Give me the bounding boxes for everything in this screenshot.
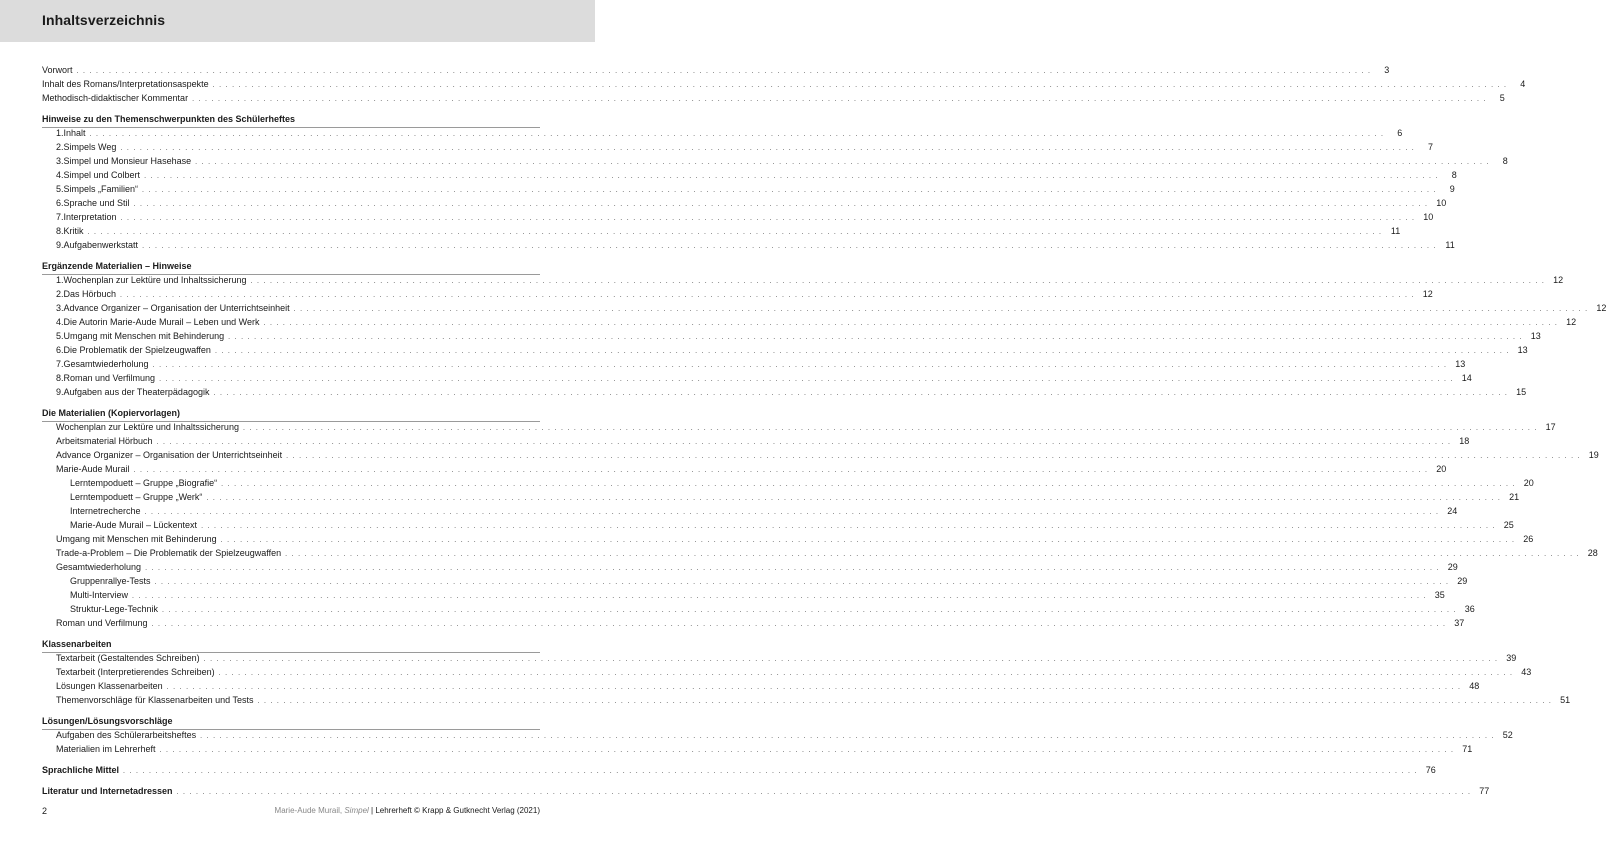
toc-entry-number: 9. xyxy=(56,240,64,250)
toc-entry-page: 5 xyxy=(1499,93,1505,103)
toc-leader-dots: . . . . . . . . . . . . . . . . . . . . . . . . . . . . . . . . . . . . . . . . . . . . . . . . . . . . . . . . . . . . . . . . . . . . . . . . . . . . . . . . . . . . . . . . . . . . . . . . . . . . . . . . . . . . . . . . . . . . . . . . . . . . . . . . . . . . . . . . . . . . . . . . . . . . . . . . . . . . . . . . . . . . . . . . . . . . . . . . . . . . . . . . . . . . . . . . . . . . . . . . xyxy=(120,292,1415,299)
toc-leader-dots: . . . . . . . . . . . . . . . . . . . . . . . . . . . . . . . . . . . . . . . . . . . . . . . . . . . . . . . . . . . . . . . . . . . . . . . . . . . . . . . . . . . . . . . . . . . . . . . . . . . . . . . . . . . . . . . . . . . . . . . . . . . . . . . . . . . . . . . . . . . . . . . . . . . . . . . . . . . . . . . . . . . . . . . . . . . . . . . . . . . . . . . . . . . . . . . . . . . . . . . . xyxy=(257,698,1553,705)
toc-entry-page: 6 xyxy=(1397,128,1403,138)
toc-entry-title: Sprache und Stil xyxy=(63,198,130,208)
toc-entry[interactable] xyxy=(42,91,1505,105)
toc-entry-page: 28 xyxy=(1587,548,1598,558)
toc-entry-title: Marie-Aude Murail xyxy=(56,464,130,474)
toc-entry-number: 7. xyxy=(56,359,64,369)
toc-entry[interactable] xyxy=(42,476,1534,490)
toc-entry-page: 35 xyxy=(1434,590,1445,600)
toc-entry-title: Die Autorin Marie-Aude Murail – Leben und Werk xyxy=(63,317,260,327)
toc-entry-page: 20 xyxy=(1436,464,1447,474)
toc-entry-page: 12 xyxy=(1422,289,1433,299)
toc-entry-number: 7. xyxy=(56,212,64,222)
toc-entry[interactable] xyxy=(42,238,1455,252)
toc-leader-dots: . . . . . . . . . . . . . . . . . . . . . . . . . . . . . . . . . . . . . . . . . . . . . . . . . . . . . . . . . . . . . . . . . . . . . . . . . . . . . . . . . . . . . . . . . . . . . . . . . . . . . . . . . . . . . . . . . . . . . . . . . . . . . . . . . . . . . . . . . . . . . . . . . . . . . . . . . . . . . . . . . . . . . . . . . . . . . . . . . . . . . . . . . . . . . . . . . . . . . . . . xyxy=(142,187,1437,194)
toc-entry[interactable] xyxy=(42,196,1447,210)
toc-entry[interactable] xyxy=(42,693,1571,707)
toc-leader-dots: . . . . . . . . . . . . . . . . . . . . . . . . . . . . . . . . . . . . . . . . . . . . . . . . . . . . . . . . . . . . . . . . . . . . . . . . . . . . . . . . . . . . . . . . . . . . . . . . . . . . . . . . . . . . . . . . . . . . . . . . . . . . . . . . . . . . . . . . . . . . . . . . . . . . . . . . . . . . . . . . . . . . . . . . . . . . . . . . . . . . . . . . . . . . . . . . . . . . . . . . xyxy=(242,425,1538,432)
toc-leader-dots: . . . . . . . . . . . . . . . . . . . . . . . . . . . . . . . . . . . . . . . . . . . . . . . . . . . . . . . . . . . . . . . . . . . . . . . . . . . . . . . . . . . . . . . . . . . . . . . . . . . . . . . . . . . . . . . . . . . . . . . . . . . . . . . . . . . . . . . . . . . . . . . . . . . . . . . . . . . . . . . . . . . . . . . . . . . . . . . . . . . . . . . . . . . . . . . . . . . . . . . . xyxy=(201,523,1496,530)
toc-entry-page: 15 xyxy=(1516,387,1527,397)
toc-leader-dots: . . . . . . . . . . . . . . . . . . . . . . . . . . . . . . . . . . . . . . . . . . . . . . . . . . . . . . . . . . . . . . . . . . . . . . . . . . . . . . . . . . . . . . . . . . . . . . . . . . . . . . . . . . . . . . . . . . . . . . . . . . . . . . . . . . . . . . . . . . . . . . . . . . . . . . . . . . . . . . . . . . . . . . . . . . . . . . . . . . . . . . . . . . . . . . . . . . . . . . . . xyxy=(159,376,1454,383)
toc-entry[interactable] xyxy=(42,154,1508,168)
toc-entry[interactable] xyxy=(42,301,1606,315)
toc-section-heading: Klassenarbeiten xyxy=(42,637,540,651)
toc-entry-page: 39 xyxy=(1506,653,1517,663)
page-title: Inhaltsverzeichnis xyxy=(42,12,166,28)
toc-entry-title: Inhalt xyxy=(63,128,86,138)
toc-leader-dots: . . . . . . . . . . . . . . . . . . . . . . . . . . . . . . . . . . . . . . . . . . . . . . . . . . . . . . . . . . . . . . . . . . . . . . . . . . . . . . . . . . . . . . . . . . . . . . . . . . . . . . . . . . . . . . . . . . . . . . . . . . . . . . . . . . . . . . . . . . . . . . . . . . . . . . . . . . . . . . . . . . . . . . . . . . . . . . . . . . . . . . . . . . . . . . . . . . . . . . . . xyxy=(250,278,1546,285)
toc-entry[interactable] xyxy=(42,287,1433,301)
toc-entry-number: 3. xyxy=(56,303,64,313)
toc-entry[interactable] xyxy=(42,343,1528,357)
toc-leader-dots: . . . . . . . . . . . . . . . . . . . . . . . . . . . . . . . . . . . . . . . . . . . . . . . . . . . . . . . . . . . . . . . . . . . . . . . . . . . . . . . . . . . . . . . . . . . . . . . . . . . . . . . . . . . . . . . . . . . . . . . . . . . . . . . . . . . . . . . . . . . . . . . . . . . . . . . . . . . . . . . . . . . . . . . . . . . . . . . . . . . . . . . . . . . . . . . . . . . . . . . . xyxy=(200,733,1495,740)
toc-entry-title: Literatur und Internetadressen xyxy=(42,786,173,796)
toc-leader-dots: . . . . . . . . . . . . . . . . . . . . . . . . . . . . . . . . . . . . . . . . . . . . . . . . . . . . . . . . . . . . . . . . . . . . . . . . . . . . . . . . . . . . . . . . . . . . . . . . . . . . . . . . . . . . . . . . . . . . . . . . . . . . . . . . . . . . . . . . . . . . . . . . . . . . . . . . . . . . . . . . . . . . . . . . . . . . . . . . . . . . . . . . . . . . . . . . . . . . . . . . xyxy=(144,509,1440,516)
toc-entry-page: 26 xyxy=(1523,534,1534,544)
table-of-contents xyxy=(42,63,1606,798)
toc-leader-dots: . . . . . . . . . . . . . . . . . . . . . . . . . . . . . . . . . . . . . . . . . . . . . . . . . . . . . . . . . . . . . . . . . . . . . . . . . . . . . . . . . . . . . . . . . . . . . . . . . . . . . . . . . . . . . . . . . . . . . . . . . . . . . . . . . . . . . . . . . . . . . . . . . . . . . . . . . . . . . . . . . . . . . . . . . . . . . . . . . . . . . . . . . . . . . . . . . . . . . . . . xyxy=(120,215,1416,222)
toc-section-heading: Lösungen/Lösungsvorschläge xyxy=(42,714,540,728)
toc-entry-title: Gesamtwiederholung xyxy=(63,359,149,369)
toc-entry-page: 17 xyxy=(1545,422,1556,432)
toc-entry-page: 4 xyxy=(1520,79,1526,89)
toc-entry-page: 48 xyxy=(1469,681,1480,691)
toc-entry[interactable] xyxy=(42,574,1468,588)
toc-entry-page: 12 xyxy=(1566,317,1577,327)
footer-work: Simpel xyxy=(344,806,369,815)
toc-section-heading: Hinweise zu den Themenschwerpunkten des Schülerheftes xyxy=(42,112,540,126)
toc-entry[interactable] xyxy=(42,462,1447,476)
toc-entry-page: 77 xyxy=(1479,786,1490,796)
toc-entry-page: 13 xyxy=(1517,345,1528,355)
toc-entry-page: 76 xyxy=(1425,765,1436,775)
toc-entry-number: 4. xyxy=(56,170,64,180)
toc-entry-page: 13 xyxy=(1530,331,1541,341)
toc-entry[interactable] xyxy=(42,742,1473,756)
toc-entry[interactable] xyxy=(42,784,1490,798)
toc-entry-number: 1. xyxy=(56,128,64,138)
toc-entry-title: Multi-Interview xyxy=(70,590,129,600)
toc-entry-title: Marie-Aude Murail – Lückentext xyxy=(70,520,198,530)
toc-entry[interactable] xyxy=(42,588,1445,602)
page-header xyxy=(0,0,595,42)
footer-credit xyxy=(275,806,540,815)
toc-entry[interactable] xyxy=(42,616,1465,630)
toc-entry[interactable] xyxy=(42,371,1472,385)
toc-entry[interactable] xyxy=(42,357,1466,371)
footer-publisher: | Lehrerheft © Krapp & Gutknecht Verlag (2021) xyxy=(371,806,540,815)
toc-leader-dots: . . . . . . . . . . . . . . . . . . . . . . . . . . . . . . . . . . . . . . . . . . . . . . . . . . . . . . . . . . . . . . . . . . . . . . . . . . . . . . . . . . . . . . . . . . . . . . . . . . . . . . . . . . . . . . . . . . . . . . . . . . . . . . . . . . . . . . . . . . . . . . . . . . . . . . . . . . . . . . . . . . . . . . . . . . . . . . . . . . . . . . . . . . . . . . . . . . . . . . . . xyxy=(142,243,1437,250)
toc-entry-page: 71 xyxy=(1462,744,1473,754)
toc-entry[interactable] xyxy=(42,126,1403,140)
toc-entry-page: 43 xyxy=(1521,667,1532,677)
toc-entry[interactable] xyxy=(42,651,1517,665)
toc-leader-dots: . . . . . . . . . . . . . . . . . . . . . . . . . . . . . . . . . . . . . . . . . . . . . . . . . . . . . . . . . . . . . . . . . . . . . . . . . . . . . . . . . . . . . . . . . . . . . . . . . . . . . . . . . . . . . . . . . . . . . . . . . . . . . . . . . . . . . . . . . . . . . . . . . . . . . . . . . . . . . . . . . . . . . . . . . . . . . . . . . . . . . . . . . . . . . . . . . . . . . . . . xyxy=(87,229,1383,236)
toc-entry-title: Inhalt des Romans/Interpretationsaspekte xyxy=(42,79,209,89)
toc-leader-dots: . . . . . . . . . . . . . . . . . . . . . . . . . . . . . . . . . . . . . . . . . . . . . . . . . . . . . . . . . . . . . . . . . . . . . . . . . . . . . . . . . . . . . . . . . . . . . . . . . . . . . . . . . . . . . . . . . . . . . . . . . . . . . . . . . . . . . . . . . . . . . . . . . . . . . . . . . . . . . . . . . . . . . . . . . . . . . . . . . . . . . . . . . . . . . . . . . . . . . . . . xyxy=(221,481,1516,488)
toc-entry-number: 4. xyxy=(56,317,64,327)
toc-entry-number: 3. xyxy=(56,156,64,166)
toc-entry[interactable] xyxy=(42,665,1532,679)
toc-section-heading: Die Materialien (Kopiervorlagen) xyxy=(42,406,540,420)
toc-entry[interactable] xyxy=(42,546,1598,560)
footer-author: Marie-Aude Murail, xyxy=(274,806,343,815)
toc-entry-page: 36 xyxy=(1464,604,1475,614)
toc-leader-dots: . . . . . . . . . . . . . . . . . . . . . . . . . . . . . . . . . . . . . . . . . . . . . . . . . . . . . . . . . . . . . . . . . . . . . . . . . . . . . . . . . . . . . . . . . . . . . . . . . . . . . . . . . . . . . . . . . . . . . . . . . . . . . . . . . . . . . . . . . . . . . . . . . . . . . . . . . . . . . . . . . . . . . . . . . . . . . . . . . . . . . . . . . . . . . . . . . . . . . . . . xyxy=(76,68,1372,75)
toc-entry-title: Aufgaben aus der Theaterpädagogik xyxy=(63,387,210,397)
toc-leader-dots: . . . . . . . . . . . . . . . . . . . . . . . . . . . . . . . . . . . . . . . . . . . . . . . . . . . . . . . . . . . . . . . . . . . . . . . . . . . . . . . . . . . . . . . . . . . . . . . . . . . . . . . . . . . . . . . . . . . . . . . . . . . . . . . . . . . . . . . . . . . . . . . . . . . . . . . . . . . . . . . . . . . . . . . . . . . . . . . . . . . . . . . . . . . . . . . . . . . . . . . . xyxy=(152,362,1448,369)
toc-entry[interactable] xyxy=(42,224,1401,238)
toc-entry-page: 18 xyxy=(1459,436,1470,446)
toc-leader-dots: . . . . . . . . . . . . . . . . . . . . . . . . . . . . . . . . . . . . . . . . . . . . . . . . . . . . . . . . . . . . . . . . . . . . . . . . . . . . . . . . . . . . . . . . . . . . . . . . . . . . . . . . . . . . . . . . . . . . . . . . . . . . . . . . . . . . . . . . . . . . . . . . . . . . . . . . . . . . . . . . . . . . . . . . . . . . . . . . . . . . . . . . . . . . . . . . . . . . . . . . xyxy=(218,670,1514,677)
toc-entry-page: 29 xyxy=(1457,576,1468,586)
toc-entry-page: 8 xyxy=(1451,170,1457,180)
toc-entry-number: 9. xyxy=(56,387,64,397)
toc-entry-title: Interpretation xyxy=(63,212,117,222)
toc-entry-page: 10 xyxy=(1436,198,1447,208)
toc-entry-title: Kritik xyxy=(63,226,84,236)
toc-entry-page: 25 xyxy=(1503,520,1514,530)
toc-entry[interactable] xyxy=(42,679,1480,693)
toc-entry-page: 19 xyxy=(1588,450,1599,460)
toc-leader-dots: . . . . . . . . . . . . . . . . . . . . . . . . . . . . . . . . . . . . . . . . . . . . . . . . . . . . . . . . . . . . . . . . . . . . . . . . . . . . . . . . . . . . . . . . . . . . . . . . . . . . . . . . . . . . . . . . . . . . . . . . . . . . . . . . . . . . . . . . . . . . . . . . . . . . . . . . . . . . . . . . . . . . . . . . . . . . . . . . . . . . . . . . . . . . . . . . . . . . . . . . xyxy=(212,82,1508,89)
toc-entry[interactable] xyxy=(42,518,1514,532)
toc-entry[interactable] xyxy=(42,490,1520,504)
toc-entry-title: Materialien im Lehrerheft xyxy=(56,744,156,754)
toc-entry[interactable] xyxy=(42,77,1526,91)
toc-entry-page: 9 xyxy=(1449,184,1455,194)
toc-entry-page: 29 xyxy=(1447,562,1458,572)
toc-leader-dots: . . . . . . . . . . . . . . . . . . . . . . . . . . . . . . . . . . . . . . . . . . . . . . . . . . . . . . . . . . . . . . . . . . . . . . . . . . . . . . . . . . . . . . . . . . . . . . . . . . . . . . . . . . . . . . . . . . . . . . . . . . . . . . . . . . . . . . . . . . . . . . . . . . . . . . . . . . . . . . . . . . . . . . . . . . . . . . . . . . . . . . . . . . . . . . . . . . . . . . . . xyxy=(263,320,1559,327)
toc-entry-number: 5. xyxy=(56,331,64,341)
toc-leader-dots: . . . . . . . . . . . . . . . . . . . . . . . . . . . . . . . . . . . . . . . . . . . . . . . . . . . . . . . . . . . . . . . . . . . . . . . . . . . . . . . . . . . . . . . . . . . . . . . . . . . . . . . . . . . . . . . . . . . . . . . . . . . . . . . . . . . . . . . . . . . . . . . . . . . . . . . . . . . . . . . . . . . . . . . . . . . . . . . . . . . . . . . . . . . . . . . . . . . . . . . . xyxy=(123,768,1418,775)
toc-entry[interactable] xyxy=(42,602,1475,616)
toc-entry-page: 3 xyxy=(1384,65,1390,75)
toc-entry-title: Themenvorschläge für Klassenarbeiten und Tests xyxy=(56,695,254,705)
toc-leader-dots: . . . . . . . . . . . . . . . . . . . . . . . . . . . . . . . . . . . . . . . . . . . . . . . . . . . . . . . . . . . . . . . . . . . . . . . . . . . . . . . . . . . . . . . . . . . . . . . . . . . . . . . . . . . . . . . . . . . . . . . . . . . . . . . . . . . . . . . . . . . . . . . . . . . . . . . . . . . . . . . . . . . . . . . . . . . . . . . . . . . . . . . . . . . . . . . . . . . . . . . . xyxy=(120,145,1416,152)
toc-entry-page: 24 xyxy=(1447,506,1458,516)
toc-leader-dots: . . . . . . . . . . . . . . . . . . . . . . . . . . . . . . . . . . . . . . . . . . . . . . . . . . . . . . . . . . . . . . . . . . . . . . . . . . . . . . . . . . . . . . . . . . . . . . . . . . . . . . . . . . . . . . . . . . . . . . . . . . . . . . . . . . . . . . . . . . . . . . . . . . . . . . . . . . . . . . . . . . . . . . . . . . . . . . . . . . . . . . . . . . . . . . . . . . . . . . . . xyxy=(176,789,1472,796)
toc-leader-dots: . . . . . . . . . . . . . . . . . . . . . . . . . . . . . . . . . . . . . . . . . . . . . . . . . . . . . . . . . . . . . . . . . . . . . . . . . . . . . . . . . . . . . . . . . . . . . . . . . . . . . . . . . . . . . . . . . . . . . . . . . . . . . . . . . . . . . . . . . . . . . . . . . . . . . . . . . . . . . . . . . . . . . . . . . . . . . . . . . . . . . . . . . . . . . . . . . . . . . . . . xyxy=(166,684,1462,691)
toc-entry-title: Simpel und Monsieur Hasehase xyxy=(63,156,192,166)
toc-entry[interactable] xyxy=(42,273,1564,287)
toc-leader-dots: . . . . . . . . . . . . . . . . . . . . . . . . . . . . . . . . . . . . . . . . . . . . . . . . . . . . . . . . . . . . . . . . . . . . . . . . . . . . . . . . . . . . . . . . . . . . . . . . . . . . . . . . . . . . . . . . . . . . . . . . . . . . . . . . . . . . . . . . . . . . . . . . . . . . . . . . . . . . . . . . . . . . . . . . . . . . . . . . . . . . . . . . . . . . . . . . . . . . . . . . xyxy=(145,565,1440,572)
toc-entry[interactable] xyxy=(42,182,1455,196)
toc-leader-dots: . . . . . . . . . . . . . . . . . . . . . . . . . . . . . . . . . . . . . . . . . . . . . . . . . . . . . . . . . . . . . . . . . . . . . . . . . . . . . . . . . . . . . . . . . . . . . . . . . . . . . . . . . . . . . . . . . . . . . . . . . . . . . . . . . . . . . . . . . . . . . . . . . . . . . . . . . . . . . . . . . . . . . . . . . . . . . . . . . . . . . . . . . . . . . . . . . . . . . . . . xyxy=(286,453,1581,460)
toc-entry-title: Struktur-Lege-Technik xyxy=(70,604,159,614)
toc-leader-dots: . . . . . . . . . . . . . . . . . . . . . . . . . . . . . . . . . . . . . . . . . . . . . . . . . . . . . . . . . . . . . . . . . . . . . . . . . . . . . . . . . . . . . . . . . . . . . . . . . . . . . . . . . . . . . . . . . . . . . . . . . . . . . . . . . . . . . . . . . . . . . . . . . . . . . . . . . . . . . . . . . . . . . . . . . . . . . . . . . . . . . . . . . . . . . . . . . . . . . . . . xyxy=(220,537,1516,544)
toc-entry-title: Umgang mit Menschen mit Behinderung xyxy=(63,331,225,341)
toc-entry-page: 8 xyxy=(1502,156,1508,166)
toc-entry-title: Sprachliche Mittel xyxy=(42,765,120,775)
toc-entry-number: 1. xyxy=(56,275,64,285)
toc-entry-title: Roman und Verfilmung xyxy=(56,618,148,628)
toc-entry-title: Simpel und Colbert xyxy=(63,170,141,180)
toc-entry[interactable] xyxy=(42,420,1556,434)
toc-entry-page: 11 xyxy=(1445,240,1455,250)
toc-entry[interactable] xyxy=(42,728,1513,742)
toc-entry-number: 6. xyxy=(56,345,64,355)
toc-leader-dots: . . . . . . . . . . . . . . . . . . . . . . . . . . . . . . . . . . . . . . . . . . . . . . . . . . . . . . . . . . . . . . . . . . . . . . . . . . . . . . . . . . . . . . . . . . . . . . . . . . . . . . . . . . . . . . . . . . . . . . . . . . . . . . . . . . . . . . . . . . . . . . . . . . . . . . . . . . . . . . . . . . . . . . . . . . . . . . . . . . . . . . . . . . . . . . . . . . . . . . . . xyxy=(162,607,1457,614)
toc-entry-page: 21 xyxy=(1509,492,1520,502)
toc-entry-title: Arbeitsmaterial Hörbuch xyxy=(56,436,153,446)
toc-entry-page: 37 xyxy=(1454,618,1465,628)
toc-entry[interactable] xyxy=(42,448,1599,462)
toc-entry[interactable] xyxy=(42,385,1527,399)
toc-leader-dots: . . . . . . . . . . . . . . . . . . . . . . . . . . . . . . . . . . . . . . . . . . . . . . . . . . . . . . . . . . . . . . . . . . . . . . . . . . . . . . . . . . . . . . . . . . . . . . . . . . . . . . . . . . . . . . . . . . . . . . . . . . . . . . . . . . . . . . . . . . . . . . . . . . . . . . . . . . . . . . . . . . . . . . . . . . . . . . . . . . . . . . . . . . . . . . . . . . . . . . . . xyxy=(203,656,1499,663)
toc-leader-dots: . . . . . . . . . . . . . . . . . . . . . . . . . . . . . . . . . . . . . . . . . . . . . . . . . . . . . . . . . . . . . . . . . . . . . . . . . . . . . . . . . . . . . . . . . . . . . . . . . . . . . . . . . . . . . . . . . . . . . . . . . . . . . . . . . . . . . . . . . . . . . . . . . . . . . . . . . . . . . . . . . . . . . . . . . . . . . . . . . . . . . . . . . . . . . . . . . . . . . . . . xyxy=(213,390,1509,397)
toc-leader-dots: . . . . . . . . . . . . . . . . . . . . . . . . . . . . . . . . . . . . . . . . . . . . . . . . . . . . . . . . . . . . . . . . . . . . . . . . . . . . . . . . . . . . . . . . . . . . . . . . . . . . . . . . . . . . . . . . . . . . . . . . . . . . . . . . . . . . . . . . . . . . . . . . . . . . . . . . . . . . . . . . . . . . . . . . . . . . . . . . . . . . . . . . . . . . . . . . . . . . . . . . xyxy=(132,593,1427,600)
toc-entry[interactable] xyxy=(42,532,1534,546)
toc-entry-title: Gesamtwiederholung xyxy=(56,562,142,572)
toc-entry[interactable] xyxy=(42,560,1458,574)
toc-leader-dots: . . . . . . . . . . . . . . . . . . . . . . . . . . . . . . . . . . . . . . . . . . . . . . . . . . . . . . . . . . . . . . . . . . . . . . . . . . . . . . . . . . . . . . . . . . . . . . . . . . . . . . . . . . . . . . . . . . . . . . . . . . . . . . . . . . . . . . . . . . . . . . . . . . . . . . . . . . . . . . . . . . . . . . . . . . . . . . . . . . . . . . . . . . . . . . . . . . . . . . . . xyxy=(144,173,1439,180)
toc-entry-title: Aufgaben des Schülerarbeitsheftes xyxy=(56,730,197,740)
toc-entry-title: Gruppenrallye-Tests xyxy=(70,576,151,586)
toc-entry-title: Die Problematik der Spielzeugwaffen xyxy=(63,345,211,355)
toc-leader-dots: . . . . . . . . . . . . . . . . . . . . . . . . . . . . . . . . . . . . . . . . . . . . . . . . . . . . . . . . . . . . . . . . . . . . . . . . . . . . . . . . . . . . . . . . . . . . . . . . . . . . . . . . . . . . . . . . . . . . . . . . . . . . . . . . . . . . . . . . . . . . . . . . . . . . . . . . . . . . . . . . . . . . . . . . . . . . . . . . . . . . . . . . . . . . . . . . . . . . . . . . xyxy=(133,201,1429,208)
toc-leader-dots: . . . . . . . . . . . . . . . . . . . . . . . . . . . . . . . . . . . . . . . . . . . . . . . . . . . . . . . . . . . . . . . . . . . . . . . . . . . . . . . . . . . . . . . . . . . . . . . . . . . . . . . . . . . . . . . . . . . . . . . . . . . . . . . . . . . . . . . . . . . . . . . . . . . . . . . . . . . . . . . . . . . . . . . . . . . . . . . . . . . . . . . . . . . . . . . . . . . . . . . . xyxy=(228,334,1523,341)
toc-leader-dots: . . . . . . . . . . . . . . . . . . . . . . . . . . . . . . . . . . . . . . . . . . . . . . . . . . . . . . . . . . . . . . . . . . . . . . . . . . . . . . . . . . . . . . . . . . . . . . . . . . . . . . . . . . . . . . . . . . . . . . . . . . . . . . . . . . . . . . . . . . . . . . . . . . . . . . . . . . . . . . . . . . . . . . . . . . . . . . . . . . . . . . . . . . . . . . . . . . . . . . . . xyxy=(159,747,1455,754)
toc-entry-title: Lösungen Klassenarbeiten xyxy=(56,681,163,691)
toc-entry-number: 5. xyxy=(56,184,64,194)
toc-entry-number: 8. xyxy=(56,226,64,236)
toc-entry[interactable] xyxy=(42,315,1577,329)
toc-entry-page: 10 xyxy=(1423,212,1434,222)
page-number: 2 xyxy=(42,806,48,816)
toc-entry[interactable] xyxy=(42,63,1390,77)
toc-entry-title: Simpels Weg xyxy=(63,142,117,152)
toc-entry[interactable] xyxy=(42,763,1436,777)
toc-entry-title: Umgang mit Menschen mit Behinderung xyxy=(56,534,217,544)
toc-entry[interactable] xyxy=(42,210,1434,224)
toc-entry-title: Simpels „Familien“ xyxy=(63,184,139,194)
toc-leader-dots: . . . . . . . . . . . . . . . . . . . . . . . . . . . . . . . . . . . . . . . . . . . . . . . . . . . . . . . . . . . . . . . . . . . . . . . . . . . . . . . . . . . . . . . . . . . . . . . . . . . . . . . . . . . . . . . . . . . . . . . . . . . . . . . . . . . . . . . . . . . . . . . . . . . . . . . . . . . . . . . . . . . . . . . . . . . . . . . . . . . . . . . . . . . . . . . . . . . . . . . . xyxy=(156,439,1452,446)
toc-leader-dots: . . . . . . . . . . . . . . . . . . . . . . . . . . . . . . . . . . . . . . . . . . . . . . . . . . . . . . . . . . . . . . . . . . . . . . . . . . . . . . . . . . . . . . . . . . . . . . . . . . . . . . . . . . . . . . . . . . . . . . . . . . . . . . . . . . . . . . . . . . . . . . . . . . . . . . . . . . . . . . . . . . . . . . . . . . . . . . . . . . . . . . . . . . . . . . . . . . . . . . . . xyxy=(206,495,1502,502)
toc-leader-dots: . . . . . . . . . . . . . . . . . . . . . . . . . . . . . . . . . . . . . . . . . . . . . . . . . . . . . . . . . . . . . . . . . . . . . . . . . . . . . . . . . . . . . . . . . . . . . . . . . . . . . . . . . . . . . . . . . . . . . . . . . . . . . . . . . . . . . . . . . . . . . . . . . . . . . . . . . . . . . . . . . . . . . . . . . . . . . . . . . . . . . . . . . . . . . . . . . . . . . . . . xyxy=(89,131,1385,138)
toc-entry-title: Internetrecherche xyxy=(70,506,141,516)
toc-entry-page: 12 xyxy=(1553,275,1564,285)
toc-leader-dots: . . . . . . . . . . . . . . . . . . . . . . . . . . . . . . . . . . . . . . . . . . . . . . . . . . . . . . . . . . . . . . . . . . . . . . . . . . . . . . . . . . . . . . . . . . . . . . . . . . . . . . . . . . . . . . . . . . . . . . . . . . . . . . . . . . . . . . . . . . . . . . . . . . . . . . . . . . . . . . . . . . . . . . . . . . . . . . . . . . . . . . . . . . . . . . . . . . . . . . . . xyxy=(214,348,1510,355)
toc-leader-dots: . . . . . . . . . . . . . . . . . . . . . . . . . . . . . . . . . . . . . . . . . . . . . . . . . . . . . . . . . . . . . . . . . . . . . . . . . . . . . . . . . . . . . . . . . . . . . . . . . . . . . . . . . . . . . . . . . . . . . . . . . . . . . . . . . . . . . . . . . . . . . . . . . . . . . . . . . . . . . . . . . . . . . . . . . . . . . . . . . . . . . . . . . . . . . . . . . . . . . . . . xyxy=(285,551,1580,558)
toc-entry-page: 13 xyxy=(1455,359,1466,369)
toc-entry-title: Wochenplan zur Lektüre und Inhaltssicherung xyxy=(56,422,239,432)
toc-entry-title: Lerntempoduett – Gruppe „Biografie“ xyxy=(70,478,218,488)
page-footer xyxy=(42,806,540,818)
toc-entry-page: 51 xyxy=(1560,695,1571,705)
toc-entry-page: 11 xyxy=(1390,226,1401,236)
toc-entry-title: Roman und Verfilmung xyxy=(63,373,156,383)
toc-entry-page: 20 xyxy=(1523,478,1534,488)
toc-leader-dots: . . . . . . . . . . . . . . . . . . . . . . . . . . . . . . . . . . . . . . . . . . . . . . . . . . . . . . . . . . . . . . . . . . . . . . . . . . . . . . . . . . . . . . . . . . . . . . . . . . . . . . . . . . . . . . . . . . . . . . . . . . . . . . . . . . . . . . . . . . . . . . . . . . . . . . . . . . . . . . . . . . . . . . . . . . . . . . . . . . . . . . . . . . . . . . . . . . . . . . . . xyxy=(192,96,1487,103)
toc-entry-title: Textarbeit (Interpretierendes Schreiben) xyxy=(56,667,215,677)
toc-section-heading: Ergänzende Materialien – Hinweise xyxy=(42,259,540,273)
toc-entry[interactable] xyxy=(42,434,1470,448)
toc-entry[interactable] xyxy=(42,168,1457,182)
toc-entry-page: 14 xyxy=(1461,373,1472,383)
toc-entry-title: Advance Organizer – Organisation der Unterrichtseinheit xyxy=(63,303,290,313)
toc-entry-number: 6. xyxy=(56,198,64,208)
toc-leader-dots: . . . . . . . . . . . . . . . . . . . . . . . . . . . . . . . . . . . . . . . . . . . . . . . . . . . . . . . . . . . . . . . . . . . . . . . . . . . . . . . . . . . . . . . . . . . . . . . . . . . . . . . . . . . . . . . . . . . . . . . . . . . . . . . . . . . . . . . . . . . . . . . . . . . . . . . . . . . . . . . . . . . . . . . . . . . . . . . . . . . . . . . . . . . . . . . . . . . . . . . . xyxy=(154,579,1450,586)
toc-entry-title: Lerntempoduett – Gruppe „Werk“ xyxy=(70,492,203,502)
toc-entry-title: Das Hörbuch xyxy=(63,289,117,299)
toc-entry[interactable] xyxy=(42,504,1458,518)
toc-entry-title: Methodisch-didaktischer Kommentar xyxy=(42,93,189,103)
toc-entry[interactable] xyxy=(42,329,1541,343)
toc-entry-title: Trade-a-Problem – Die Problematik der Spielzeugwaffen xyxy=(56,548,282,558)
toc-entry-number: 8. xyxy=(56,373,64,383)
toc-entry-page: 7 xyxy=(1428,142,1434,152)
toc-entry[interactable] xyxy=(42,140,1434,154)
toc-entry-page: 52 xyxy=(1502,730,1513,740)
toc-leader-dots: . . . . . . . . . . . . . . . . . . . . . . . . . . . . . . . . . . . . . . . . . . . . . . . . . . . . . . . . . . . . . . . . . . . . . . . . . . . . . . . . . . . . . . . . . . . . . . . . . . . . . . . . . . . . . . . . . . . . . . . . . . . . . . . . . . . . . . . . . . . . . . . . . . . . . . . . . . . . . . . . . . . . . . . . . . . . . . . . . . . . . . . . . . . . . . . . . . . . . . . . xyxy=(133,467,1429,474)
toc-entry-title: Textarbeit (Gestaltendes Schreiben) xyxy=(56,653,200,663)
toc-entry-title: Wochenplan zur Lektüre und Inhaltssicherung xyxy=(63,275,247,285)
toc-entry-title: Aufgabenwerkstatt xyxy=(63,240,139,250)
toc-entry-title: Advance Organizer – Organisation der Unterrichtseinheit xyxy=(56,450,283,460)
toc-entry-title: Vorwort xyxy=(42,65,73,75)
toc-entry-page: 12 xyxy=(1596,303,1606,313)
toc-entry-number: 2. xyxy=(56,142,64,152)
toc-leader-dots: . . . . . . . . . . . . . . . . . . . . . . . . . . . . . . . . . . . . . . . . . . . . . . . . . . . . . . . . . . . . . . . . . . . . . . . . . . . . . . . . . . . . . . . . . . . . . . . . . . . . . . . . . . . . . . . . . . . . . . . . . . . . . . . . . . . . . . . . . . . . . . . . . . . . . . . . . . . . . . . . . . . . . . . . . . . . . . . . . . . . . . . . . . . . . . . . . . . . . . . . xyxy=(195,159,1490,166)
toc-entry-number: 2. xyxy=(56,289,64,299)
toc-leader-dots: . . . . . . . . . . . . . . . . . . . . . . . . . . . . . . . . . . . . . . . . . . . . . . . . . . . . . . . . . . . . . . . . . . . . . . . . . . . . . . . . . . . . . . . . . . . . . . . . . . . . . . . . . . . . . . . . . . . . . . . . . . . . . . . . . . . . . . . . . . . . . . . . . . . . . . . . . . . . . . . . . . . . . . . . . . . . . . . . . . . . . . . . . . . . . . . . . . . . . . . . xyxy=(151,621,1447,628)
toc-leader-dots: . . . . . . . . . . . . . . . . . . . . . . . . . . . . . . . . . . . . . . . . . . . . . . . . . . . . . . . . . . . . . . . . . . . . . . . . . . . . . . . . . . . . . . . . . . . . . . . . . . . . . . . . . . . . . . . . . . . . . . . . . . . . . . . . . . . . . . . . . . . . . . . . . . . . . . . . . . . . . . . . . . . . . . . . . . . . . . . . . . . . . . . . . . . . . . . . . . . . . . . . xyxy=(293,306,1589,313)
